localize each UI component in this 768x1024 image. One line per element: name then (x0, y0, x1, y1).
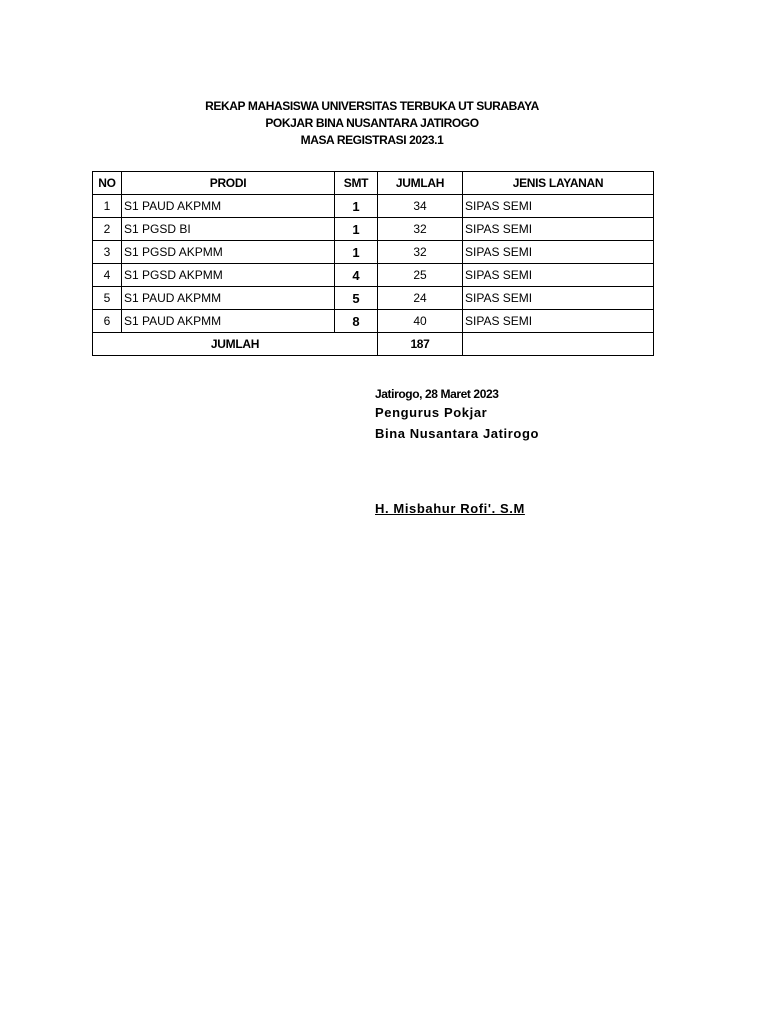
cell-jumlah: 32 (378, 218, 463, 241)
cell-smt: 1 (335, 241, 378, 264)
signature-role-line-1: Pengurus Pokjar (375, 405, 488, 420)
cell-jenis-layanan: SIPAS SEMI (463, 264, 654, 287)
column-header-jenis-layanan: JENIS LAYANAN (463, 172, 654, 195)
cell-prodi: S1 PGSD AKPMM (122, 241, 335, 264)
cell-no: 2 (93, 218, 122, 241)
cell-smt: 1 (335, 218, 378, 241)
cell-jumlah: 32 (378, 241, 463, 264)
cell-jenis-layanan: SIPAS SEMI (463, 287, 654, 310)
table-row (93, 310, 654, 333)
column-header-prodi: PRODI (122, 172, 335, 195)
total-value: 187 (378, 333, 463, 356)
title-line-1: REKAP MAHASISWA UNIVERSITAS TERBUKA UT SURABAYA (205, 99, 539, 113)
total-label: JUMLAH (93, 333, 378, 356)
table-row (93, 287, 654, 310)
cell-no: 5 (93, 287, 122, 310)
table-row (93, 264, 654, 287)
column-header-no: NO (93, 172, 122, 195)
column-header-jumlah: JUMLAH (378, 172, 463, 195)
cell-prodi: S1 PGSD BI (122, 218, 335, 241)
total-row (93, 333, 654, 356)
cell-smt: 4 (335, 264, 378, 287)
cell-jenis-layanan: SIPAS SEMI (463, 241, 654, 264)
cell-no: 3 (93, 241, 122, 264)
signature-role-line-2: Bina Nusantara Jatirogo (375, 426, 540, 441)
cell-no: 6 (93, 310, 122, 333)
cell-smt: 1 (335, 195, 378, 218)
table-row (93, 195, 654, 218)
total-empty-cell (463, 333, 654, 356)
cell-no: 4 (93, 264, 122, 287)
cell-smt: 5 (335, 287, 378, 310)
signatory-name: H. Misbahur Rofi'. S.M (375, 501, 525, 516)
cell-prodi: S1 PGSD AKPMM (122, 264, 335, 287)
cell-jenis-layanan: SIPAS SEMI (463, 195, 654, 218)
cell-prodi: S1 PAUD AKPMM (122, 287, 335, 310)
cell-no: 1 (93, 195, 122, 218)
cell-prodi: S1 PAUD AKPMM (122, 310, 335, 333)
cell-prodi: S1 PAUD AKPMM (122, 195, 335, 218)
title-line-3: MASA REGISTRASI 2023.1 (300, 133, 444, 147)
table-row (93, 241, 654, 264)
cell-jumlah: 34 (378, 195, 463, 218)
cell-jumlah: 25 (378, 264, 463, 287)
table-header-row (93, 172, 654, 195)
cell-jumlah: 24 (378, 287, 463, 310)
signature-place-date: Jatirogo, 28 Maret 2023 (375, 387, 499, 401)
document-title (0, 98, 744, 149)
title-line-2: POKJAR BINA NUSANTARA JATIROGO (265, 116, 479, 130)
signature-block (375, 386, 539, 516)
column-header-smt: SMT (335, 172, 378, 195)
cell-jenis-layanan: SIPAS SEMI (463, 310, 654, 333)
rekap-table (92, 171, 654, 356)
cell-jumlah: 40 (378, 310, 463, 333)
cell-jenis-layanan: SIPAS SEMI (463, 218, 654, 241)
cell-smt: 8 (335, 310, 378, 333)
table-row (93, 218, 654, 241)
